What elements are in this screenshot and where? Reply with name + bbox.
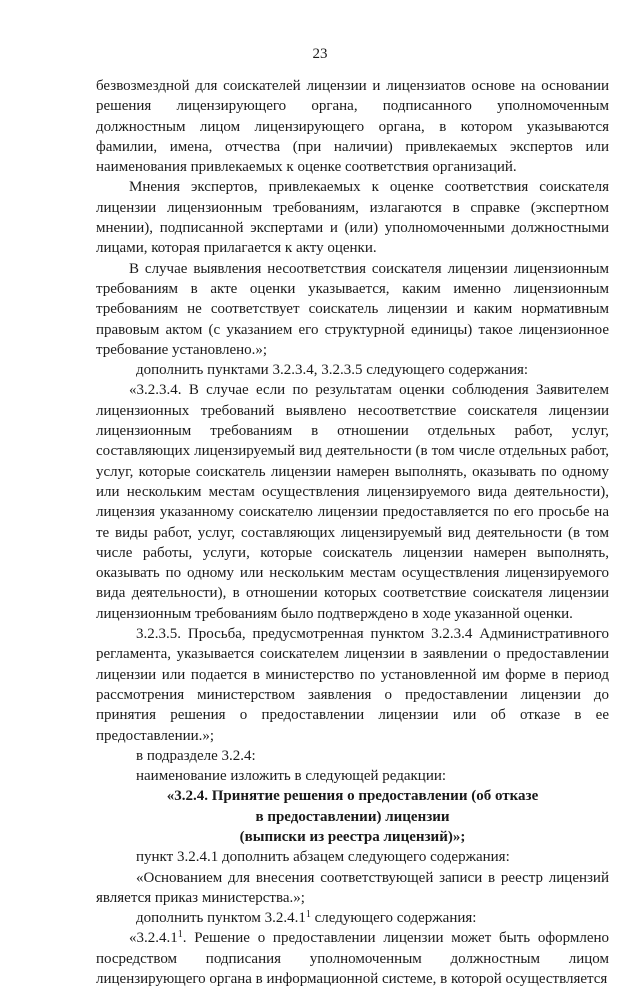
- paragraph-11-text-end: следующего содержания:: [310, 910, 477, 927]
- paragraph-12-text: . Решение о предоставлении лицензии может быть оформлено посредством подписания уполномоченным должностным лицом лицензирующего органа в информационной системе, в которой осуществляется: [96, 930, 609, 988]
- paragraph-11: [96, 908, 609, 928]
- paragraph-2: Мнения экспертов, привлекаемых к оценке соответствия соискателя лицензии лицензионным требованиям, излагаются в справке (экспертном мнении), подписанной экспертами и (или) уполномоченными должностными лицами, которая прилагается к акту оценки.: [96, 179, 609, 257]
- paragraph-11-superscript: 1: [305, 909, 311, 921]
- paragraph-12-superscript: 1: [177, 929, 183, 941]
- paragraph-12: [96, 928, 609, 989]
- document-body: [96, 76, 609, 989]
- section-heading-line-1: «3.2.4. Принятие решения о предоставлении (об отказе: [166, 788, 539, 805]
- paragraph-3: В случае выявления несоответствия соискателя лицензии лицензионным требованиям в акте оценки указывается, каким именно лицензионным требованиям не соответствует соискатель лицензии и каким нормативным правовым актом (с указанием его структурной единицы) такое лицензионное требование установлено.»;: [96, 260, 609, 358]
- paragraph-5: «3.2.3.4. В случае если по результатам оценки соблюдения Заявителем лицензионных требований выявлено несоответствие соискателя лицензии лицензионным требованиям в отношении отдельных работ, услуг, составляющих лицензируемый вид деятельности (в том числе отдельных работ, услуг, которые соискатель лицензии намерен выполнять, оказывать по одному или нескольким местам осуществления лицензируемого вида деятельности), лицензия указанному соискателю лицензии предоставляется по его просьбе на те виды работ, услуг, составляющих лицензируемый вид деятельности (в том числе работы, услуги, которые соискатель лицензии намерен выполнять, оказывать по одному или нескольким местам осуществления лицензируемого вида деятельности), в отношении которых соответствие соискателя лицензии лицензионным требованиям было подтверждено в ходе указанной оценки.: [96, 382, 609, 622]
- paragraph-4: дополнить пунктами 3.2.3.4, 3.2.3.5 следующего содержания:: [136, 362, 529, 379]
- section-heading-line-2: в предоставлении) лицензии: [255, 808, 450, 825]
- paragraph-8: наименование изложить в следующей редакции:: [136, 768, 447, 785]
- section-heading-line-3: (выписки из реестра лицензий)»;: [239, 828, 466, 845]
- page-number: 23: [312, 46, 328, 62]
- section-heading: [96, 786, 609, 847]
- paragraph-6: 3.2.3.5. Просьба, предусмотренная пунктом 3.2.3.4 Административного регламента, указывается соискателем лицензии в заявлении о предоставлении лицензии или подается в министерство по установленной им форме в период рассмотрения министерством заявления о предоставлении лицензии до принятия решения о предоставлении лицензии или об отказе в ее предоставлении.»;: [96, 626, 609, 744]
- paragraph-11-text: дополнить пунктом 3.2.4.1: [136, 910, 306, 927]
- paragraph-10: «Основанием для внесения соответствующей записи в реестр лицензий является приказ министерства.»;: [96, 869, 609, 906]
- paragraph-9: пункт 3.2.4.1 дополнить абзацем следующего содержания:: [136, 849, 510, 866]
- paragraph-7: в подразделе 3.2.4:: [136, 747, 256, 764]
- paragraph-12-number: «3.2.4.1: [129, 930, 178, 947]
- paragraph-1: безвозмездной для соискателей лицензии и лицензиатов основе на основании решения лицензирующего органа, подписанного уполномоченным должностным лицом лицензирующего органа, в котором указываются фамилии, имена, отчества (при наличии) привлекаемых экспертов или наименования привлекаемых к оценке соответствия организаций.: [96, 78, 609, 176]
